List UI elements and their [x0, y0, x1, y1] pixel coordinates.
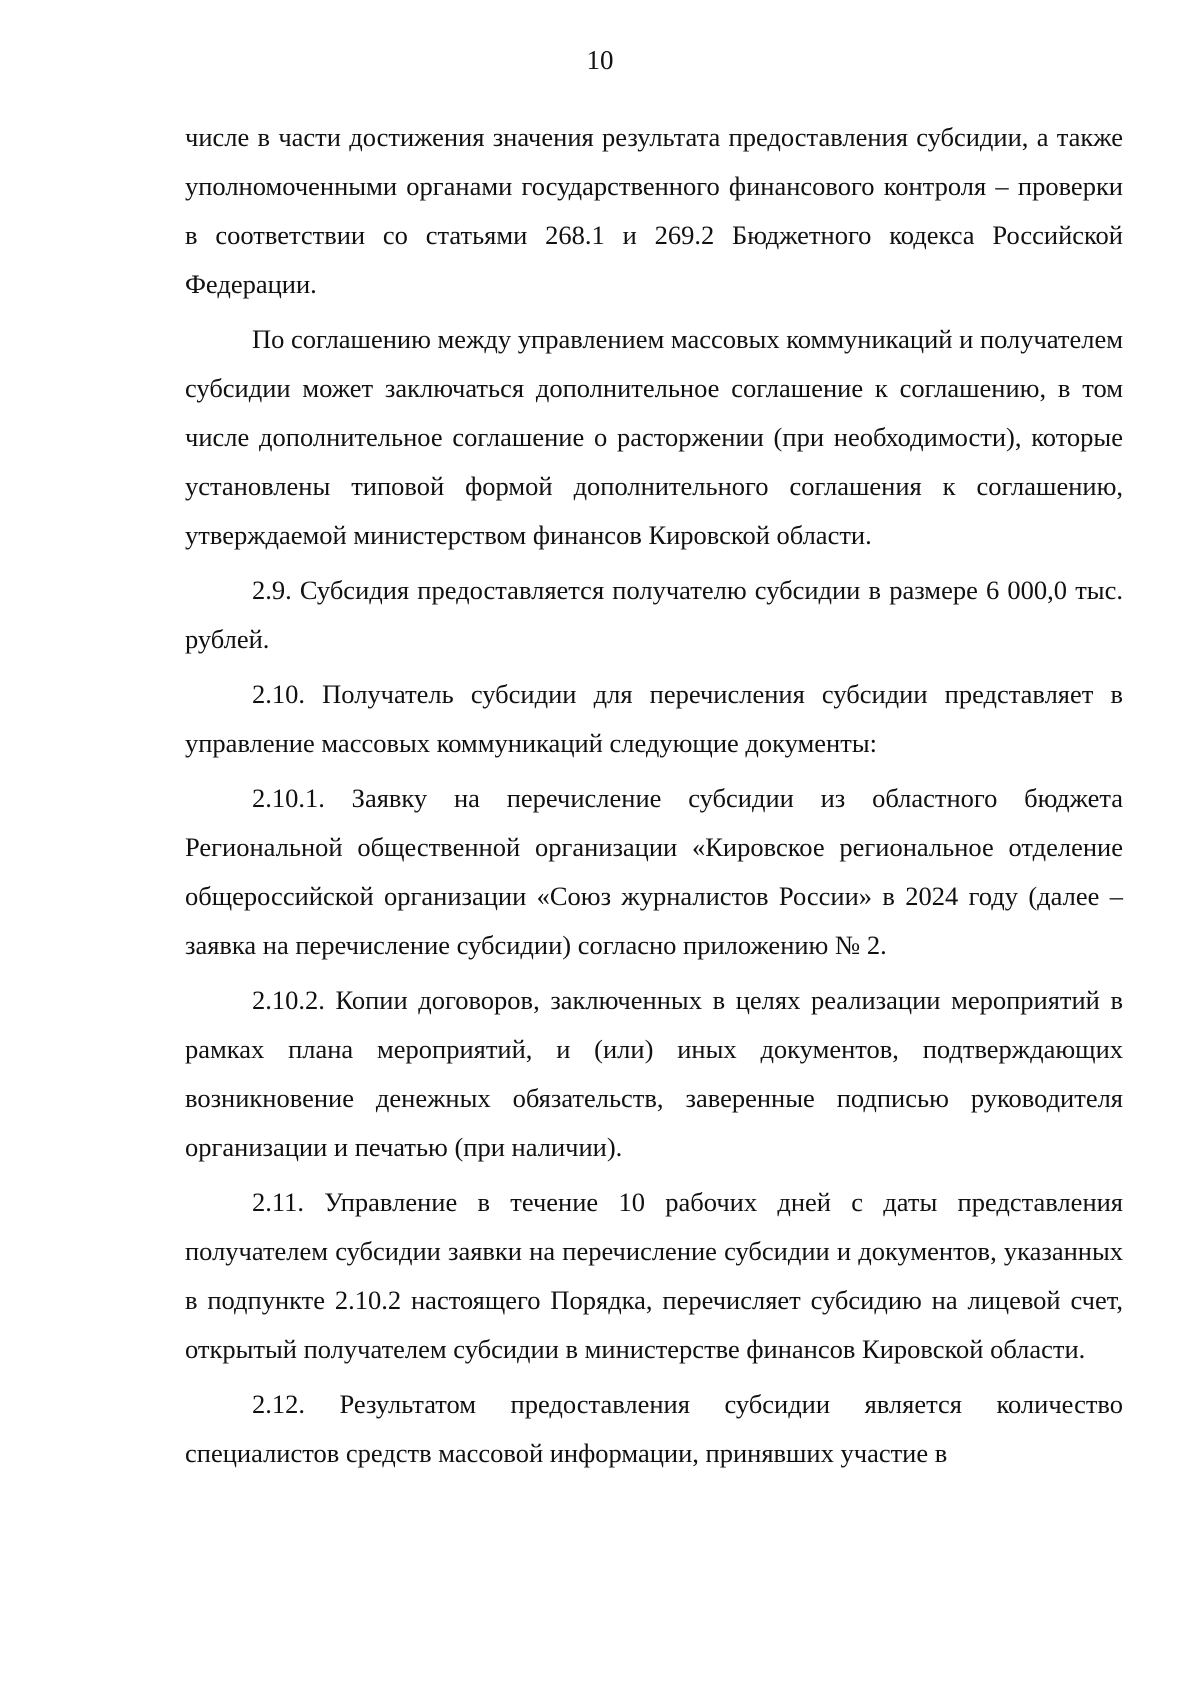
document-body: [185, 113, 1123, 1484]
paragraph-additional-agreement: По соглашению между управлением массовых коммуникаций и получателем субсидии может заключаться дополнительное соглашение к соглашению, в том числе дополнительное соглашение о расторжении (при необходимости), которые установлены типовой формой дополнительного соглашения к соглашению, утверждаемой министерством финансов Кировской области.: [185, 324, 1123, 550]
paragraph-2-12: 2.12. Результатом предоставления субсидии является количество специалистов средств массовой информации, принявших участие в: [185, 1389, 1123, 1468]
page-number: 10: [586, 45, 614, 75]
paragraph-2-10: 2.10. Получатель субсидии для перечисления субсидии представляет в управление массовых коммуникаций следующие документы:: [185, 679, 1123, 758]
paragraph-2-10-1: 2.10.1. Заявку на перечисление субсидии из областного бюджета Региональной общественной организации «Кировское региональное отделение общероссийской организации «Союз журналистов России» в 2024 году (далее – заявка на перечисление субсидии) согласно приложению № 2.: [185, 783, 1123, 960]
paragraph-2-11: 2.11. Управление в течение 10 рабочих дней с даты представления получателем субсидии заявки на перечисление субсидии и документов, указанных в подпункте 2.10.2 настоящего Порядка, перечисляет субсидию на лицевой счет, открытый получателем субсидии в министерстве финансов Кировской области.: [185, 1187, 1123, 1364]
paragraph-continuation: числе в части достижения значения результата предоставления субсидии, а также уполномоченными органами государственного финансового контроля – проверки в соответствии со статьями 268.1 и 269.2 Бюджетного кодекса Российской Федерации.: [185, 122, 1123, 299]
paragraph-2-9: 2.9. Субсидия предоставляется получателю субсидии в размере 6 000,0 тыс. рублей.: [185, 575, 1123, 654]
paragraph-2-10-2: 2.10.2. Копии договоров, заключенных в целях реализации мероприятий в рамках плана мероприятий, и (или) иных документов, подтверждающих возникновение денежных обязательств, заверенные подписью руководителя организации и печатью (при наличии).: [185, 985, 1123, 1162]
